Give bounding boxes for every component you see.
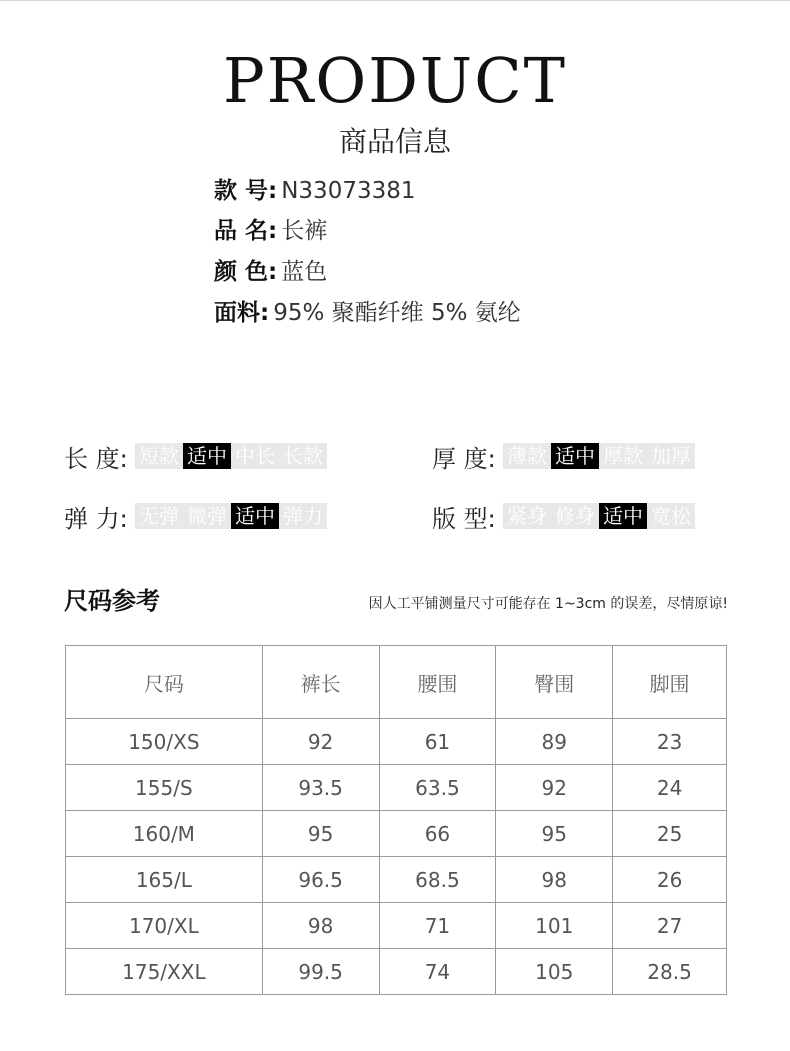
table-row: [66, 857, 727, 903]
scale-option: 弹力: [283, 504, 323, 528]
scale-option: 紧身: [507, 504, 547, 528]
info-row-color: [214, 257, 327, 287]
table-cell: 25: [613, 811, 727, 857]
attribute-thickness: [432, 441, 695, 471]
table-cell: 98: [262, 903, 379, 949]
attribute-length: [64, 441, 327, 471]
scale-option: 微弹: [187, 504, 227, 528]
page-title: PRODUCT: [223, 44, 567, 117]
info-key: 颜 色:: [214, 259, 278, 285]
scale-option: 无弹: [139, 504, 179, 528]
info-key: 品 名:: [214, 218, 278, 244]
table-row: [66, 903, 727, 949]
scale-option: 厚款: [603, 444, 643, 468]
table-row: [66, 811, 727, 857]
info-row-fabric: [214, 298, 521, 328]
info-value: 蓝色: [281, 259, 328, 285]
table-cell: 24: [613, 765, 727, 811]
top-divider: [0, 0, 790, 1]
column-header: 臀围: [496, 646, 613, 719]
scale-option: 中长: [235, 444, 275, 468]
attribute-label: 版 型:: [432, 504, 496, 533]
table-row: [66, 719, 727, 765]
attribute-label: 弹 力:: [64, 504, 128, 533]
table-cell: 92: [496, 765, 613, 811]
attribute-label: 厚 度:: [432, 444, 496, 473]
table-cell: 98: [496, 857, 613, 903]
attribute-label: 长 度:: [64, 444, 128, 473]
table-cell: 89: [496, 719, 613, 765]
table-cell: 93.5: [262, 765, 379, 811]
info-value: N33073381: [281, 178, 416, 204]
column-header: 腰围: [379, 646, 496, 719]
scale-option-selected: 适中: [599, 503, 647, 529]
attribute-scale: [503, 503, 695, 529]
table-cell: 26: [613, 857, 727, 903]
table-cell: 71: [379, 903, 496, 949]
page-subtitle: 商品信息: [338, 125, 451, 158]
table-cell: 101: [496, 903, 613, 949]
column-header: 裤长: [262, 646, 379, 719]
table-cell: 68.5: [379, 857, 496, 903]
table-cell: 95: [262, 811, 379, 857]
table-cell: 23: [613, 719, 727, 765]
attribute-scale: [135, 503, 327, 529]
table-cell: 92: [262, 719, 379, 765]
info-row-product-name: [214, 216, 327, 246]
info-row-style-number: [214, 176, 416, 206]
scale-option-selected: 适中: [231, 503, 279, 529]
attribute-fit: [432, 501, 695, 531]
table-cell: 95: [496, 811, 613, 857]
table-cell: 175/XXL: [66, 949, 263, 995]
table-cell: 99.5: [262, 949, 379, 995]
attribute-scale: [503, 443, 695, 469]
attribute-elasticity: [64, 501, 327, 531]
table-cell: 61: [379, 719, 496, 765]
scale-option-selected: 适中: [183, 443, 231, 469]
table-cell: 150/XS: [66, 719, 263, 765]
info-value: 长裤: [281, 218, 328, 244]
scale-option: 修身: [555, 504, 595, 528]
table-row: [66, 765, 727, 811]
column-header: 脚围: [613, 646, 727, 719]
scale-option: 短款: [139, 444, 179, 468]
info-key: 面料:: [214, 300, 270, 326]
scale-option: 加厚: [651, 444, 691, 468]
scale-option: 薄款: [507, 444, 547, 468]
scale-option: 长款: [283, 444, 323, 468]
scale-option-selected: 适中: [551, 443, 599, 469]
table-cell: 66: [379, 811, 496, 857]
table-cell: 105: [496, 949, 613, 995]
size-chart-note: 因人工平铺测量尺寸可能存在 1~3cm 的误差，尽情原谅!: [368, 596, 728, 612]
info-value: 95% 聚酯纤维 5% 氨纶: [273, 300, 521, 326]
table-cell: 63.5: [379, 765, 496, 811]
table-cell: 96.5: [262, 857, 379, 903]
table-cell: 155/S: [66, 765, 263, 811]
table-cell: 170/XL: [66, 903, 263, 949]
table-cell: 27: [613, 903, 727, 949]
size-chart-title: 尺码参考: [64, 587, 160, 615]
table-cell: 165/L: [66, 857, 263, 903]
table-cell: 74: [379, 949, 496, 995]
size-table: [65, 645, 727, 995]
table-cell: 28.5: [613, 949, 727, 995]
scale-option: 宽松: [651, 504, 691, 528]
table-row: [66, 949, 727, 995]
table-cell: 160/M: [66, 811, 263, 857]
info-key: 款 号:: [214, 178, 278, 204]
table-header-row: [66, 646, 727, 719]
attribute-scale: [135, 443, 327, 469]
column-header: 尺码: [66, 646, 263, 719]
